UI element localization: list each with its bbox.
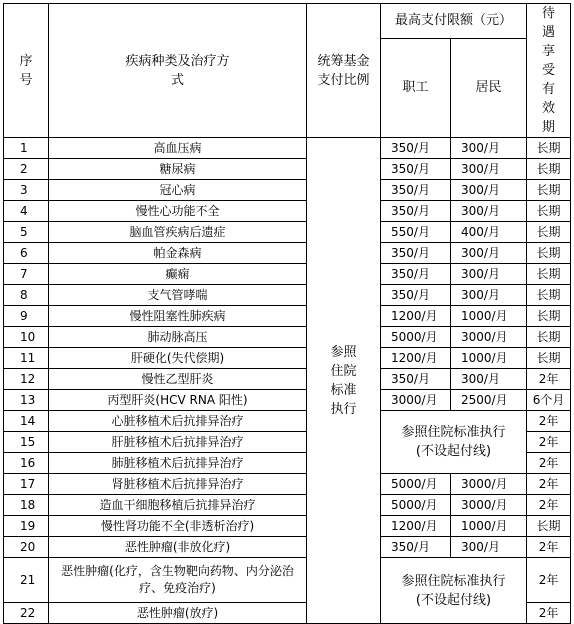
header-row-1 — [4, 4, 571, 39]
row-no: 8 — [4, 285, 49, 306]
row-disease: 恶性肿瘤(化疗，含生物靶向药物、内分泌治疗、免疫治疗) — [49, 558, 307, 603]
row-disease: 帕金森病 — [49, 243, 307, 264]
row-period: 长期 — [527, 348, 571, 369]
row-employee-limit: 350/月 — [381, 537, 451, 558]
table-row — [4, 264, 571, 285]
row-resident-limit: 300/月 — [451, 537, 527, 558]
row-employee-limit: 350/月 — [381, 243, 451, 264]
row-employee-limit: 350/月 — [381, 201, 451, 222]
ratio-cell: 参照住院标准执行 — [307, 138, 381, 624]
header-ratio: 统筹基金支付比例 — [307, 4, 381, 138]
row-resident-limit: 2500/月 — [451, 390, 527, 411]
row-disease: 肝硬化(失代偿期) — [49, 348, 307, 369]
row-disease: 脑血管疾病后遗症 — [49, 222, 307, 243]
row-disease: 慢性心功能不全 — [49, 201, 307, 222]
row-period: 2年 — [527, 432, 571, 453]
row-no: 21 — [4, 558, 49, 603]
row-no: 3 — [4, 180, 49, 201]
row-employee-limit: 5000/月 — [381, 327, 451, 348]
row-period: 长期 — [527, 327, 571, 348]
row-period: 2年 — [527, 411, 571, 432]
row-employee-limit: 350/月 — [381, 285, 451, 306]
row-disease: 冠心病 — [49, 180, 307, 201]
row-disease: 肾脏移植术后抗排异治疗 — [49, 474, 307, 495]
row-resident-limit: 300/月 — [451, 243, 527, 264]
row-period: 2年 — [527, 453, 571, 474]
table-row — [4, 390, 571, 411]
row-employee-limit: 350/月 — [381, 264, 451, 285]
row-employee-limit: 1200/月 — [381, 516, 451, 537]
row-resident-limit: 3000/月 — [451, 327, 527, 348]
row-disease: 肺脏移植术后抗排异治疗 — [49, 453, 307, 474]
row-resident-limit: 300/月 — [451, 264, 527, 285]
row-no: 7 — [4, 264, 49, 285]
no-threshold-cell-2 — [381, 558, 527, 624]
row-period: 长期 — [527, 138, 571, 159]
table-row — [4, 243, 571, 264]
row-period: 长期 — [527, 159, 571, 180]
table-row — [4, 474, 571, 495]
row-disease: 高血压病 — [49, 138, 307, 159]
row-resident-limit: 1000/月 — [451, 306, 527, 327]
row-no: 10 — [4, 327, 49, 348]
no-threshold-line2: (不设起付线) — [415, 592, 492, 608]
row-disease: 恶性肿瘤(非放化疗) — [49, 537, 307, 558]
row-resident-limit: 300/月 — [451, 201, 527, 222]
header-disease: 疾病种类及治疗方式 — [49, 4, 307, 138]
row-period: 长期 — [527, 285, 571, 306]
row-employee-limit: 5000/月 — [381, 495, 451, 516]
row-no: 5 — [4, 222, 49, 243]
table-row — [4, 327, 571, 348]
row-period: 6个月 — [527, 390, 571, 411]
row-disease: 恶性肿瘤(放疗) — [49, 603, 307, 624]
table-row — [4, 411, 571, 432]
row-no: 18 — [4, 495, 49, 516]
row-no: 14 — [4, 411, 49, 432]
row-disease: 糖尿病 — [49, 159, 307, 180]
row-employee-limit: 350/月 — [381, 159, 451, 180]
row-period: 2年 — [527, 603, 571, 624]
row-period: 2年 — [527, 558, 571, 603]
table-row — [4, 180, 571, 201]
row-no: 1 — [4, 138, 49, 159]
header-seq: 序号 — [4, 4, 49, 138]
row-disease: 慢性肾功能不全(非透析治疗) — [49, 516, 307, 537]
table-row — [4, 159, 571, 180]
row-resident-limit: 3000/月 — [451, 474, 527, 495]
table-row — [4, 306, 571, 327]
row-employee-limit: 1200/月 — [381, 348, 451, 369]
row-disease: 支气管哮喘 — [49, 285, 307, 306]
row-no: 9 — [4, 306, 49, 327]
row-no: 17 — [4, 474, 49, 495]
table-row — [4, 369, 571, 390]
page — [3, 3, 571, 624]
row-period: 长期 — [527, 180, 571, 201]
row-disease: 造血干细胞移植后抗排异治疗 — [49, 495, 307, 516]
no-threshold-cell — [381, 411, 527, 474]
row-period: 长期 — [527, 306, 571, 327]
header-limit: 最高支付限额（元） — [381, 4, 527, 39]
table-row — [4, 348, 571, 369]
row-period: 长期 — [527, 516, 571, 537]
row-no: 2 — [4, 159, 49, 180]
row-no: 6 — [4, 243, 49, 264]
row-period: 2年 — [527, 537, 571, 558]
row-no: 16 — [4, 453, 49, 474]
row-no: 22 — [4, 603, 49, 624]
row-period: 长期 — [527, 243, 571, 264]
row-resident-limit: 300/月 — [451, 159, 527, 180]
row-no: 13 — [4, 390, 49, 411]
row-no: 15 — [4, 432, 49, 453]
row-disease: 慢性乙型肝炎 — [49, 369, 307, 390]
header-resident: 居民 — [451, 38, 527, 137]
row-period: 长期 — [527, 201, 571, 222]
row-no: 12 — [4, 369, 49, 390]
row-resident-limit: 1000/月 — [451, 348, 527, 369]
row-period: 2年 — [527, 369, 571, 390]
disease-table — [3, 3, 571, 624]
row-disease: 慢性阻塞性肺疾病 — [49, 306, 307, 327]
no-threshold-line2: (不设起付线) — [415, 444, 492, 459]
row-employee-limit: 3000/月 — [381, 390, 451, 411]
row-period: 2年 — [527, 474, 571, 495]
row-resident-limit: 3000/月 — [451, 495, 527, 516]
table-row — [4, 558, 571, 603]
table-row — [4, 516, 571, 537]
row-period: 长期 — [527, 264, 571, 285]
row-period: 长期 — [527, 222, 571, 243]
row-employee-limit: 1200/月 — [381, 306, 451, 327]
row-disease: 癫痫 — [49, 264, 307, 285]
row-disease: 丙型肝炎(HCV RNA 阳性) — [49, 390, 307, 411]
row-disease: 肝脏移植术后抗排异治疗 — [49, 432, 307, 453]
row-employee-limit: 5000/月 — [381, 474, 451, 495]
row-period: 2年 — [527, 495, 571, 516]
row-resident-limit: 300/月 — [451, 285, 527, 306]
row-resident-limit: 300/月 — [451, 180, 527, 201]
row-no: 19 — [4, 516, 49, 537]
header-period: 待遇享受有效期 — [527, 4, 571, 138]
row-employee-limit: 350/月 — [381, 369, 451, 390]
row-resident-limit: 300/月 — [451, 138, 527, 159]
table-row — [4, 495, 571, 516]
table-row — [4, 201, 571, 222]
row-no: 11 — [4, 348, 49, 369]
row-resident-limit: 300/月 — [451, 369, 527, 390]
no-threshold-line1: 参照住院标准执行 — [401, 425, 506, 440]
table-row — [4, 537, 571, 558]
row-no: 4 — [4, 201, 49, 222]
header-employee: 职工 — [381, 38, 451, 137]
row-no: 20 — [4, 537, 49, 558]
row-disease: 心脏移植术后抗排异治疗 — [49, 411, 307, 432]
table-row — [4, 138, 571, 159]
table-row — [4, 222, 571, 243]
row-employee-limit: 550/月 — [381, 222, 451, 243]
table-row — [4, 285, 571, 306]
row-employee-limit: 350/月 — [381, 138, 451, 159]
row-disease: 肺动脉高压 — [49, 327, 307, 348]
row-resident-limit: 400/月 — [451, 222, 527, 243]
row-resident-limit: 1000/月 — [451, 516, 527, 537]
no-threshold-line1: 参照住院标准执行 — [401, 573, 506, 589]
row-employee-limit: 350/月 — [381, 180, 451, 201]
